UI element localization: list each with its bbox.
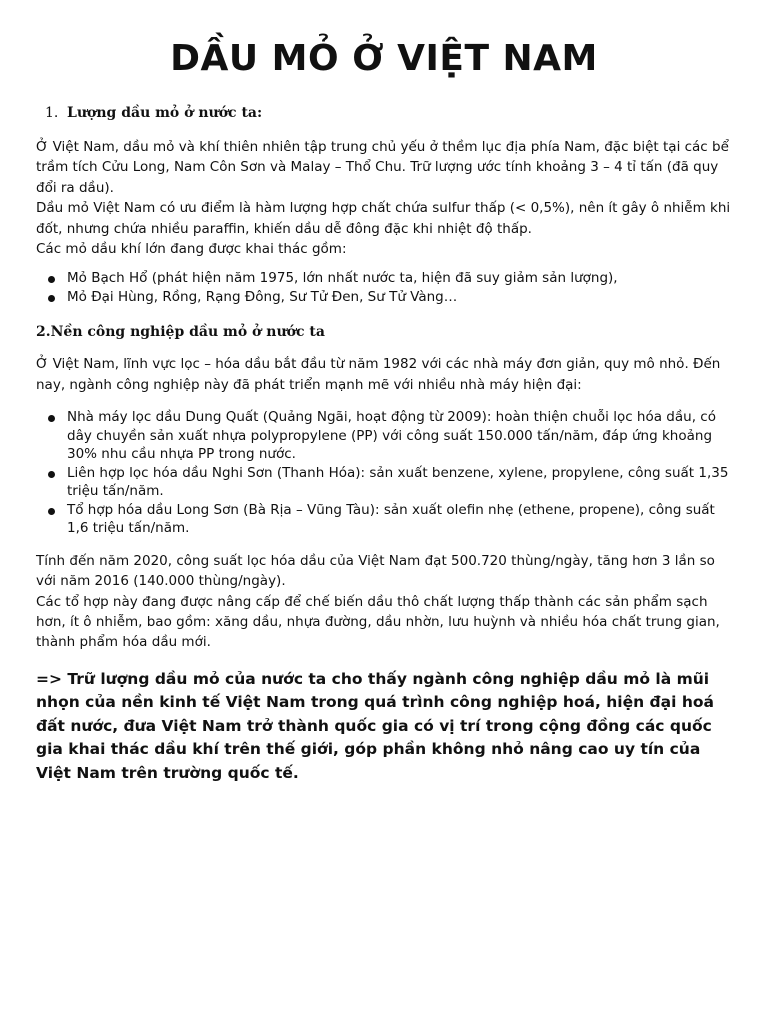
paragraph: Tính đến năm 2020, công suất lọc hóa dầu của Việt Nam đạt 500.720 thùng/ngày, tăng hơn 3 lần so với năm 2016 (140.000 thùng/ngày). [36,552,715,590]
section-1-text [36,137,736,259]
section-1-heading [36,102,736,124]
paragraph: Các mỏ dầu khí lớn đang được khai thác gồm: [36,241,347,258]
list-item: Nhà máy lọc dầu Dung Quất (Quảng Ngãi, hoạt động từ 2009): hoàn thiện chuỗi lọc hóa dầu, có dây chuyền sản xuất nhựa polypropylene (PP) với công suất 150.000 tấn/năm, đáp ứng khoảng 30% nhu cầu nhựa PP trong nước. [36,408,736,464]
section-1-number: 1. [45,105,59,121]
section-2-intro: Ở Việt Nam, lĩnh vực lọc – hóa dầu bắt đầu từ năm 1982 với các nhà máy đơn giản, quy mô nhỏ. Đến nay, ngành công nghiệp này đã phát triển mạnh mẽ với nhiều nhà máy hiện đại: [36,356,721,393]
page-title: DẦU MỎ Ở VIỆT NAM [170,38,598,79]
section-2-heading: 2.Nền công nghiệp dầu mỏ ở nước ta [36,324,325,341]
paragraph: Dầu mỏ Việt Nam có ưu điểm là hàm lượng hợp chất chứa sulfur thấp (< 0,5%), nên ít gây ô nhiễm khi đốt, nhưng chứa nhiều paraffin, khiến dầu dễ đông đặc khi nhiệt độ thấp. [36,200,731,237]
list-item: Tổ hợp hóa dầu Long Sơn (Bà Rịa – Vũng Tàu): sản xuất olefin nhẹ (ethene, propene), công suất 1,6 triệu tấn/năm. [36,501,736,538]
paragraph: Các tổ hợp này đang được nâng cấp để chế biến dầu thô chất lượng thấp thành các sản phẩm sạch hơn, ít ô nhiễm, bao gồm: xăng dầu, nhựa đường, dầu nhờn, lưu huỳnh và nhiều hóa chất trung gian, thành phẩm hóa dầu mới. [36,593,720,651]
refineries-list [36,408,736,538]
section-1-heading-text: Lượng dầu mỏ ở nước ta: [67,105,263,121]
list-item: Mỏ Đại Hùng, Rồng, Rạng Đông, Sư Tử Đen, Sư Tử Vàng… [36,288,736,307]
document-body [36,100,736,801]
list-item: Mỏ Bạch Hổ (phát hiện năm 1975, lớn nhất nước ta, hiện đã suy giảm sản lượng), [36,269,736,288]
paragraph: Ở Việt Nam, dầu mỏ và khí thiên nhiên tập trung chủ yếu ở thềm lục địa phía Nam, đặc biệt tại các bể trầm tích Cửu Long, Nam Côn Sơn và Malay – Thổ Chu. Trữ lượng ước tính khoảng 3 – 4 tỉ tấn (đã quy đổi ra dầu). [36,139,729,196]
conclusion: => Trữ lượng dầu mỏ của nước ta cho thấy ngành công nghiệp dầu mỏ là mũi nhọn của nền kinh tế Việt Nam trong quá trình công nghiệp hoá, hiện đại hoá đất nước, đưa Việt Nam trở thành quốc gia có vị trí trong cộng đồng các quốc gia khai thác dầu khí trên thế giới, góp phần không nhỏ nâng cao uy tín của Việt Nam trên trường quốc tế. [36,669,714,782]
list-item: Liên hợp lọc hóa dầu Nghi Sơn (Thanh Hóa): sản xuất benzene, xylene, propylene, công suất 1,35 triệu tấn/năm. [36,464,736,501]
oil-fields-list [36,269,736,306]
section-2-text [36,551,736,653]
